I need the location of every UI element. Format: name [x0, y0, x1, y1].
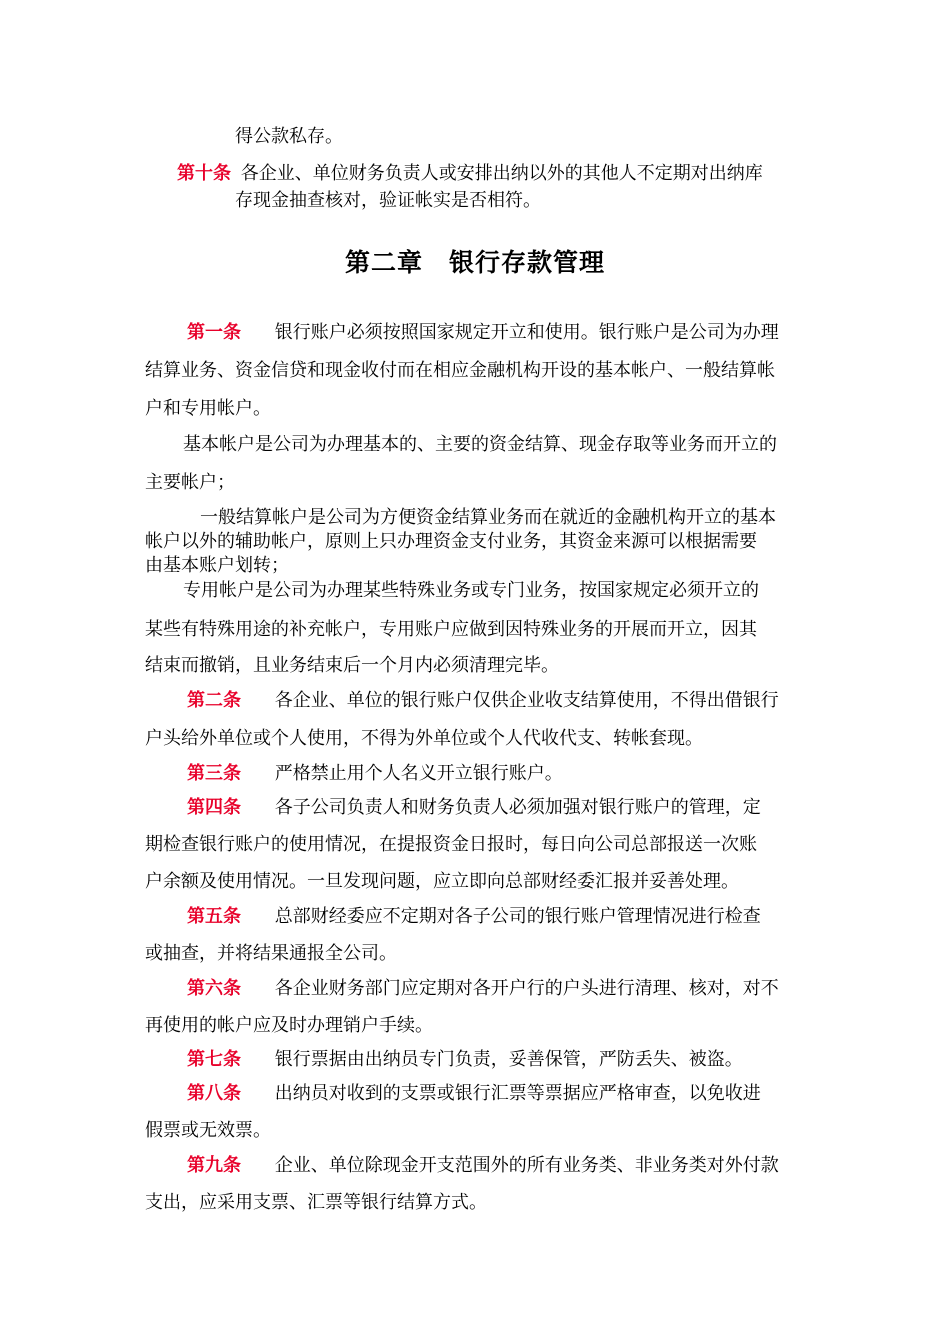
article-6-line1	[187, 978, 779, 1000]
general-account-line1: 一般结算帐户是公司为方便资金结算业务而在就近的金融机构开立的基本	[200, 507, 776, 528]
article-1-line2: 结算业务、资金信贷和现金收付而在相应金融机构开设的基本帐户、一般结算帐	[145, 360, 775, 381]
article-1-line3: 户和专用帐户。	[145, 398, 271, 419]
article-9-line2: 支出，应采用支票、汇票等银行结算方式。	[145, 1192, 487, 1213]
article-6-line2: 再使用的帐户应及时办理销户手续。	[145, 1015, 433, 1036]
article-9-text1: 企业、单位除现金开支范围外的所有业务类、非业务类对外付款	[274, 1155, 779, 1176]
article-7-line1	[187, 1049, 743, 1071]
chapter-title: 第二章 银行存款管理	[344, 248, 605, 277]
special-account-line2: 某些有特殊用途的补充帐户，专用账户应做到因特殊业务的开展而开立，因其	[145, 619, 757, 640]
article-4-label: 第四条	[187, 797, 241, 818]
prev-tail-text: 得公款私存。	[235, 126, 343, 147]
article-10-line2: 存现金抽查核对，验证帐实是否相符。	[235, 190, 541, 211]
article-5-label: 第五条	[187, 906, 241, 927]
basic-account-line2: 主要帐户；	[145, 472, 235, 493]
article-4-line1	[187, 797, 761, 819]
article-6-text1: 各企业财务部门应定期对各开户行的户头进行清理、核对，对不	[274, 978, 779, 999]
article-4-line2: 期检查银行账户的使用情况，在提报资金日报时，每日向公司总部报送一次账	[145, 834, 757, 855]
article-8-label: 第八条	[187, 1083, 241, 1104]
article-5-line2: 或抽查，并将结果通报全公司。	[145, 943, 397, 964]
article-8-line2: 假票或无效票。	[145, 1120, 271, 1141]
article-2-text1: 各企业、单位的银行账户仅供企业收支结算使用，不得出借银行	[274, 690, 779, 711]
general-account-line3: 由基本账户划转；	[145, 555, 289, 576]
article-5-line1	[187, 906, 761, 928]
article-1-text1: 银行账户必须按照国家规定开立和使用。银行账户是公司为办理	[274, 322, 779, 343]
article-9-line1	[187, 1155, 779, 1177]
article-7-label: 第七条	[187, 1049, 241, 1070]
special-account-line1: 专用帐户是公司为办理某些特殊业务或专门业务，按国家规定必须开立的	[183, 580, 759, 601]
article-3-line1	[187, 763, 563, 785]
article-10-line1	[177, 163, 763, 185]
article-5-text1: 总部财经委应不定期对各子公司的银行账户管理情况进行检查	[274, 906, 761, 927]
article-1-label: 第一条	[187, 322, 241, 343]
article-3-label: 第三条	[187, 763, 241, 784]
article-8-text1: 出纳员对收到的支票或银行汇票等票据应严格审查，以免收进	[274, 1083, 761, 1104]
article-10-label: 第十条	[177, 163, 231, 184]
article-9-label: 第九条	[187, 1155, 241, 1176]
general-account-line2: 帐户以外的辅助帐户，原则上只办理资金支付业务，其资金来源可以根据需要	[145, 531, 757, 552]
special-account-line3: 结束而撤销，且业务结束后一个月内必须清理完毕。	[145, 655, 559, 676]
article-3-text1: 严格禁止用个人名义开立银行账户。	[274, 763, 563, 784]
article-1-line1	[187, 322, 779, 344]
article-7-text1: 银行票据由出纳员专门负责，妥善保管，严防丢失、被盗。	[274, 1049, 743, 1070]
article-2-line1	[187, 690, 779, 712]
article-6-label: 第六条	[187, 978, 241, 999]
article-2-label: 第二条	[187, 690, 241, 711]
basic-account-line1: 基本帐户是公司为办理基本的、主要的资金结算、现金存取等业务而开立的	[183, 434, 777, 455]
article-2-line2: 户头给外单位或个人使用，不得为外单位或个人代收代支、转帐套现。	[145, 728, 703, 749]
article-10-text1: 各企业、单位财务负责人或安排出纳以外的其他人不定期对出纳库	[240, 163, 763, 184]
article-4-line3: 户余额及使用情况。一旦发现问题，应立即向总部财经委汇报并妥善处理。	[145, 871, 739, 892]
article-4-text1: 各子公司负责人和财务负责人必须加强对银行账户的管理，定	[274, 797, 761, 818]
article-8-line1	[187, 1083, 761, 1105]
